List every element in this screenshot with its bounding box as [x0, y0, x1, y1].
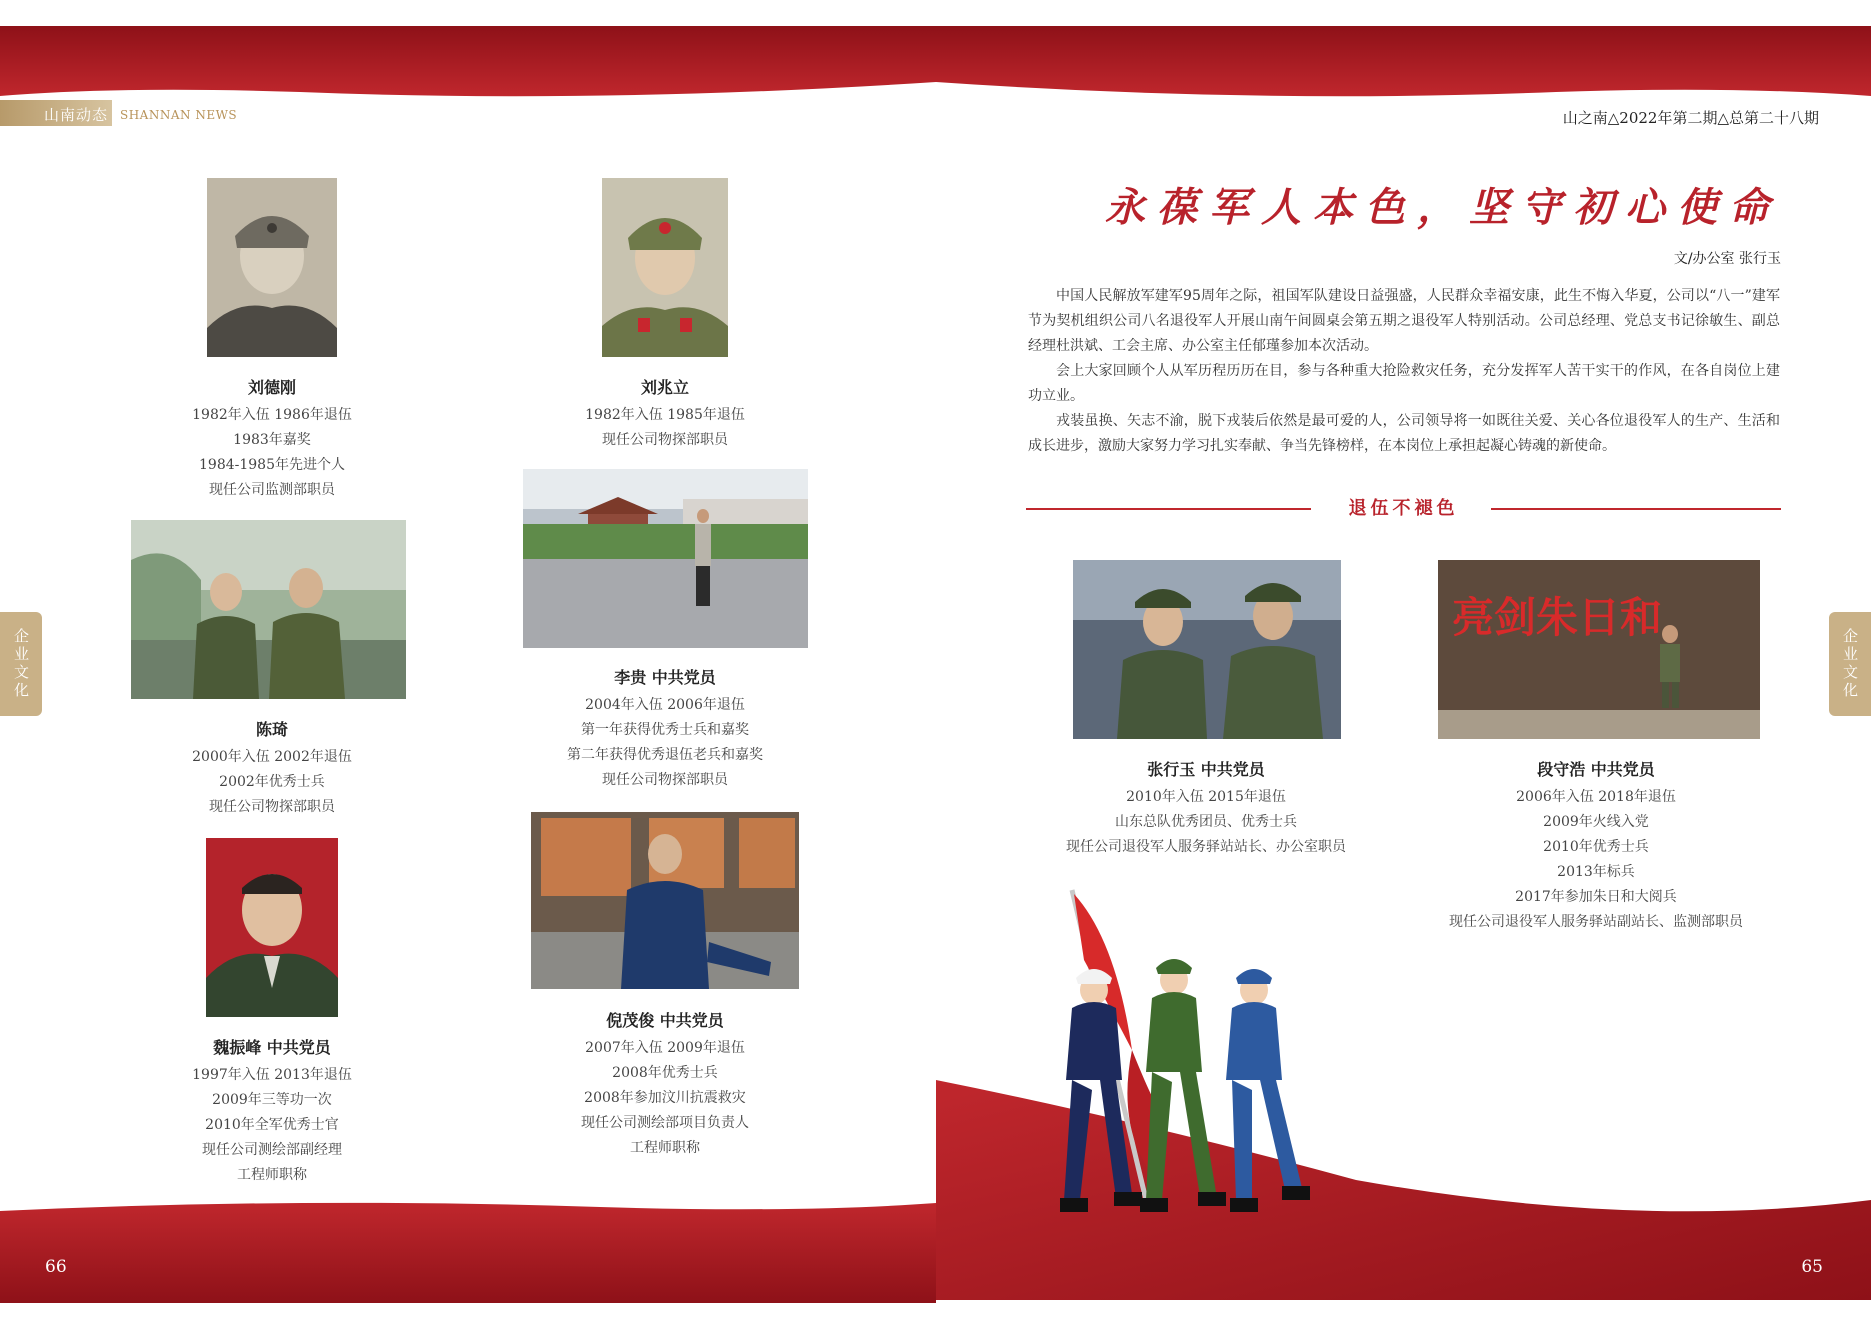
profile-name: 段守浩 中共党员: [1537, 760, 1655, 779]
profile-line: 山东总队优秀团员、优秀士兵: [1115, 814, 1297, 830]
page-number-right: 65: [1801, 1257, 1823, 1277]
profile-line: 工程师职称: [630, 1140, 700, 1156]
article-paragraph: 戎装虽换、矢志不渝，脱下戎装后依然是最可爱的人，公司领导将一如既往关爱、关心各位退役军人的生产、生活和成长进步，激励大家努力学习扎实奉献、争当先锋榜样，在本岗位上承担起凝心铸魂的新使命。: [1028, 413, 1780, 454]
profile-line: 2009年火线入党: [1543, 814, 1649, 830]
profile-line: 2010年全军优秀士官: [205, 1117, 339, 1133]
profile-name: 张行玉 中共党员: [1147, 760, 1265, 779]
profile-line: 2009年三等功一次: [212, 1092, 332, 1108]
profile-line: 1984-1985年先进个人: [199, 457, 345, 473]
profile-line: 现任公司物探部职员: [602, 432, 728, 448]
caption-liu-degang: [147, 373, 397, 503]
article-paragraph: 会上大家回顾个人从军历程历历在目，参与各种重大抢险救灾任务，充分发挥军人苦干实干的作风，在各自岗位上建功立业。: [1028, 363, 1780, 404]
caption-chen-qi: [147, 715, 397, 820]
profile-line: 2010年入伍 2015年退伍: [1126, 789, 1286, 805]
side-tab-left: 企业文化: [0, 612, 42, 716]
profile-line: 2013年标兵: [1557, 864, 1635, 880]
guard-airforce: [1226, 969, 1310, 1212]
caption-wei-zhenfeng: [137, 1033, 407, 1188]
photo-zhang-xingyu: [1073, 560, 1341, 739]
profile-name: 陈琦: [255, 720, 288, 739]
profile-line: 2010年优秀士兵: [1543, 839, 1649, 855]
profile-name: 刘兆立: [640, 378, 689, 397]
section-heading: [1026, 494, 1781, 522]
profile-line: 现任公司测绘部项目负责人: [581, 1115, 749, 1131]
caption-duan-shouhao: [1416, 755, 1776, 935]
article-title: 永葆军人本色，坚守初心使命: [1105, 184, 1781, 231]
profile-line: 2000年入伍 2002年退伍: [192, 749, 352, 765]
profile-line: 工程师职称: [237, 1167, 307, 1183]
profile-line: 2008年参加汶川抗震救灾: [584, 1090, 746, 1106]
profile-line: 现任公司测绘部副经理: [202, 1142, 342, 1158]
caption-zhang-xingyu: [1036, 755, 1376, 860]
photo-duan-shouhao: [1438, 560, 1760, 739]
photo-li-gui: [523, 469, 808, 648]
guard-army: [1140, 959, 1226, 1212]
section-title: 退伍不褪色: [1348, 498, 1459, 519]
profile-line: 1983年嘉奖: [233, 432, 311, 448]
profile-name: 李贵 中共党员: [614, 668, 716, 687]
profile-line: 2004年入伍 2006年退伍: [585, 697, 745, 713]
profile-line: 第二年获得优秀退伍老兵和嘉奖: [567, 747, 763, 763]
profile-line: 现任公司监测部职员: [209, 482, 335, 498]
profile-line: 现任公司退役军人服务驿站站长、办公室职员: [1066, 839, 1346, 855]
article-byline: 文/办公室 张行玉: [1673, 251, 1781, 267]
profile-name: 倪茂俊 中共党员: [606, 1011, 724, 1030]
profile-line: 2006年入伍 2018年退伍: [1516, 789, 1676, 805]
honor-guard-illustration: [1036, 880, 1336, 1280]
profile-line: 现任公司物探部职员: [209, 799, 335, 815]
profile-line: 2017年参加朱日和大阅兵: [1515, 889, 1677, 905]
issue-info: 山之南△2022年第二期△总第二十八期: [1562, 109, 1819, 127]
bottom-red-band: [0, 1193, 936, 1323]
profile-line: 现任公司物探部职员: [602, 772, 728, 788]
side-tab-right: 企业文化: [1829, 612, 1871, 716]
article-paragraph: 中国人民解放军建军95周年之际，祖国军队建设日益强盛，人民群众幸福安康，此生不悔入华夏，公司以“八一”建军节为契机组织公司八名退役军人开展山南午间圆桌会第五期之退役军人特别活动。公司总经理、党总支书记徐敏生、副总经理杜洪斌、工会主席、办公室主任郁瑾参加本次活动。: [1028, 288, 1780, 354]
profile-line: 2007年入伍 2009年退伍: [585, 1040, 745, 1056]
profile-line: 1982年入伍 1986年退伍: [192, 407, 352, 423]
caption-liu-zhaoli: [540, 373, 790, 453]
page-number-left: 66: [45, 1257, 67, 1277]
section-divider-right: [1491, 508, 1781, 510]
article-body: [1028, 284, 1780, 459]
top-red-band: [936, 0, 1871, 110]
photo-liu-zhaoli: [602, 178, 728, 357]
magazine-title: 山南动态: [44, 106, 109, 124]
profile-line: 2008年优秀士兵: [612, 1065, 718, 1081]
profile-line: 1982年入伍 1985年退伍: [585, 407, 745, 423]
photo-liu-degang: [207, 178, 337, 357]
caption-ni-maojun: [530, 1006, 800, 1161]
profile-line: 第一年获得优秀士兵和嘉奖: [581, 722, 749, 738]
photo-ni-maojun: [531, 812, 799, 989]
profile-line: 现任公司退役军人服务驿站副站长、监测部职员: [1449, 914, 1743, 930]
magazine-subtitle: SHANNAN NEWS: [120, 108, 238, 122]
profile-name: 刘德刚: [247, 378, 296, 397]
top-red-band: [0, 0, 936, 110]
photo-chen-qi: [131, 520, 406, 699]
photo-wei-zhenfeng: [206, 838, 338, 1017]
banner-text: 亮剑朱日和: [1452, 593, 1663, 642]
right-page: [936, 0, 1871, 1323]
profile-line: 2002年优秀士兵: [219, 774, 325, 790]
profile-line: 1997年入伍 2013年退伍: [192, 1067, 352, 1083]
profile-name: 魏振峰 中共党员: [213, 1038, 331, 1057]
caption-li-gui: [530, 663, 800, 793]
